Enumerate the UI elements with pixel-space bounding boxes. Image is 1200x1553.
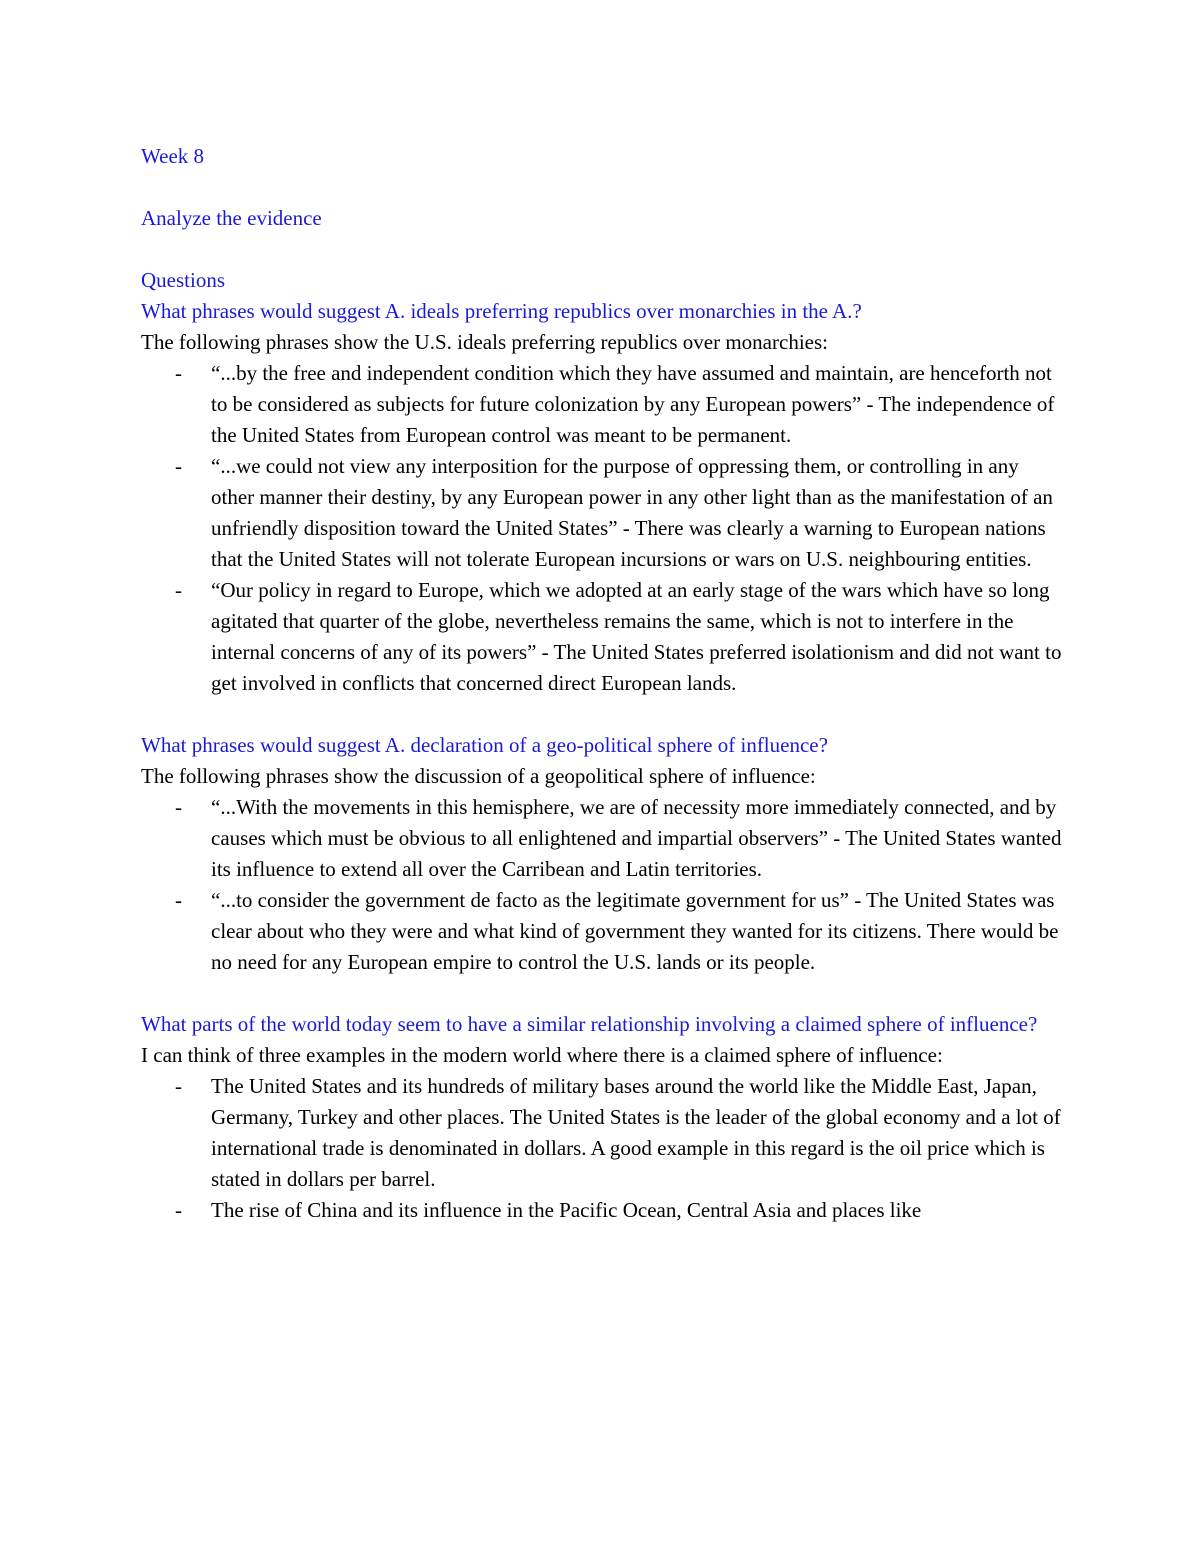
list-item-text: “Our policy in regard to Europe, which we adopted at an early stage of the wars which have so long agitated that quarter of the globe, nevertheless remains the same, which is not to interfere in the internal concerns of any of its powers” - The United States preferred isolationism and did not want to get involved in conflicts that concerned direct European lands. bbox=[211, 578, 1062, 695]
section-heading: Analyze the evidence bbox=[141, 206, 322, 230]
list-item-text: “...we could not view any interposition for the purpose of oppressing them, or controlling in any other manner their destiny, by any European power in any other light than as the manifestation of an unfriendly disposition toward the United States” - There was clearly a warning to European nations that the United States will not tolerate European incursions or wars on U.S. neighbouring entities. bbox=[211, 454, 1053, 571]
list-item bbox=[141, 575, 1066, 699]
question-3: What parts of the world today seem to have a similar relationship involving a claimed sphere of influence? bbox=[141, 1012, 1038, 1036]
document-page bbox=[141, 141, 1066, 1226]
spacer bbox=[141, 172, 1066, 203]
list-item bbox=[141, 792, 1066, 885]
spacer bbox=[141, 699, 1066, 730]
question-1: What phrases would suggest A. ideals preferring republics over monarchies in the A.? bbox=[141, 299, 862, 323]
list-item-text: “...to consider the government de facto as the legitimate government for us” - The United States was clear about who they were and what kind of government they wanted for its citizens. There would be no need for any European empire to control the U.S. lands or its people. bbox=[211, 888, 1059, 974]
list-item bbox=[141, 1195, 1066, 1226]
question-2-bullet-list bbox=[141, 792, 1066, 978]
list-item bbox=[141, 451, 1066, 575]
list-item-text: The United States and its hundreds of military bases around the world like the Middle East, Japan, Germany, Turkey and other places. The United States is the leader of the global economy and a lot of international trade is denominated in dollars. A good example in this regard is the oil price which is stated in dollars per barrel. bbox=[211, 1074, 1061, 1191]
question-2-intro: The following phrases show the discussion of a geopolitical sphere of influence: bbox=[141, 764, 816, 788]
bullet-dash: - bbox=[175, 454, 182, 478]
question-1-bullet-list bbox=[141, 358, 1066, 699]
question-2: What phrases would suggest A. declaration of a geo-political sphere of influence? bbox=[141, 733, 828, 757]
list-item bbox=[141, 358, 1066, 451]
bullet-dash: - bbox=[175, 1074, 182, 1098]
question-3-intro: I can think of three examples in the modern world where there is a claimed sphere of influence: bbox=[141, 1043, 943, 1067]
question-1-intro: The following phrases show the U.S. ideals preferring republics over monarchies: bbox=[141, 330, 828, 354]
bullet-dash: - bbox=[175, 795, 182, 819]
spacer bbox=[141, 234, 1066, 265]
bullet-dash: - bbox=[175, 361, 182, 385]
list-item bbox=[141, 885, 1066, 978]
questions-label: Questions bbox=[141, 268, 225, 292]
list-item bbox=[141, 1071, 1066, 1195]
list-item-text: “...With the movements in this hemisphere, we are of necessity more immediately connected, and by causes which must be obvious to all enlightened and impartial observers” - The United States wanted its influence to extend all over the Carribean and Latin territories. bbox=[211, 795, 1062, 881]
list-item-text: The rise of China and its influence in the Pacific Ocean, Central Asia and places like bbox=[211, 1198, 922, 1222]
question-3-bullet-list bbox=[141, 1071, 1066, 1226]
spacer bbox=[141, 978, 1066, 1009]
bullet-dash: - bbox=[175, 888, 182, 912]
bullet-dash: - bbox=[175, 578, 182, 602]
week-heading: Week 8 bbox=[141, 144, 205, 168]
bullet-dash: - bbox=[175, 1198, 182, 1222]
list-item-text: “...by the free and independent condition which they have assumed and maintain, are henceforth not to be considered as subjects for future colonization by any European powers” - The independence of the United States from European control was meant to be permanent. bbox=[211, 361, 1055, 447]
